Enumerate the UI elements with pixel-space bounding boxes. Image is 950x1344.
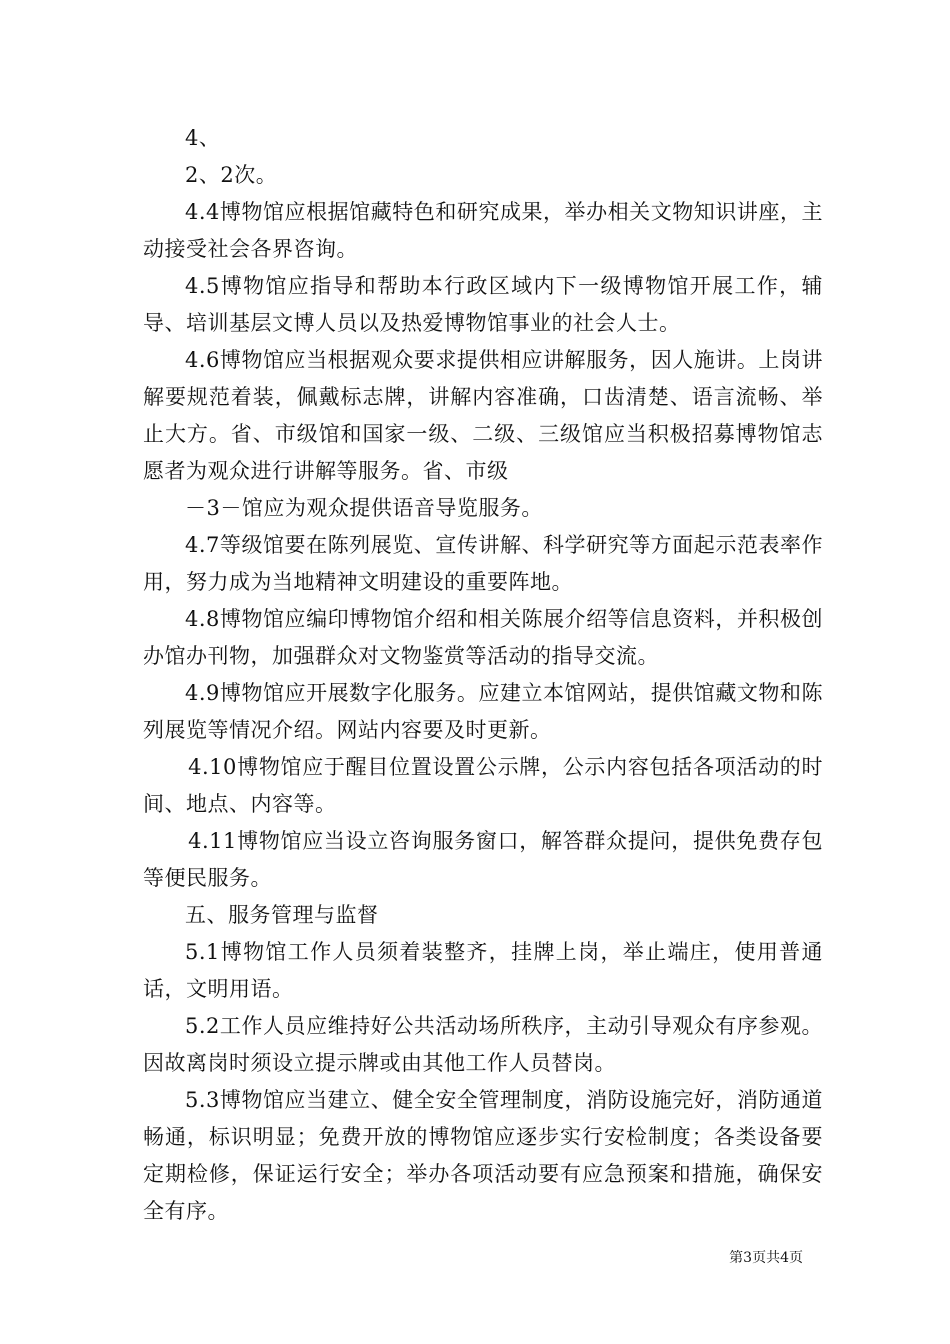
paragraph: －3－馆应为观众提供语音导览服务。 xyxy=(185,496,543,520)
paragraph: 4.5博物馆应指导和帮助本行政区域内下一级博物馆开展工作，辅导、培训基层文博人员以及热爱博物馆事业的社会人士。 xyxy=(143,274,823,335)
paragraph: 5.1博物馆工作人员须着装整齐，挂牌上岗，举止端庄，使用普通话，文明用语。 xyxy=(143,940,823,1001)
paragraph: 4.6博物馆应当根据观众要求提供相应讲解服务，因人施讲。上岗讲解要规范着装，佩戴标志牌，讲解内容准确，口齿清楚、语言流畅、举止大方。省、市级馆和国家一级、二级、三级馆应当积极招募博物馆志愿者为观众进行讲解等服务。省、市级 xyxy=(143,348,823,483)
page-number: 第3页共4页 xyxy=(729,1250,803,1266)
paragraph: 4.8博物馆应编印博物馆介绍和相关陈展介绍等信息资料，并积极创办馆办刊物，加强群众对文物鉴赏等活动的指导交流。 xyxy=(143,607,823,668)
paragraph: 5.3博物馆应当建立、健全安全管理制度，消防设施完好，消防通道畅通，标识明显；免费开放的博物馆应逐步实行安检制度；各类设备要定期检修，保证运行安全；举办各项活动要有应急预案和措施，确保安全有序。 xyxy=(143,1088,823,1223)
paragraph: 5.2工作人员应维持好公共活动场所秩序，主动引导观众有序参观。因故离岗时须设立提示牌或由其他工作人员替岗。 xyxy=(143,1014,823,1075)
paragraph: 4.10博物馆应于醒目位置设置公示牌，公示内容包括各项活动的时间、地点、内容等。 xyxy=(143,755,823,816)
paragraph: 4.9博物馆应开展数字化服务。应建立本馆网站，提供馆藏文物和陈列展览等情况介绍。网站内容要及时更新。 xyxy=(143,681,823,742)
paragraph: 4.7等级馆要在陈列展览、宣传讲解、科学研究等方面起示范表率作用，努力成为当地精神文明建设的重要阵地。 xyxy=(143,533,823,594)
paragraph: 4.4博物馆应根据馆藏特色和研究成果，举办相关文物知识讲座，主动接受社会各界咨询。 xyxy=(143,200,823,261)
paragraph: 4、 xyxy=(185,126,221,150)
document-body xyxy=(143,120,823,1230)
paragraph: 2、2次。 xyxy=(185,163,278,187)
section-heading: 五、服务管理与监督 xyxy=(185,903,379,927)
paragraph: 4.11博物馆应当设立咨询服务窗口，解答群众提问，提供免费存包等便民服务。 xyxy=(143,829,823,890)
